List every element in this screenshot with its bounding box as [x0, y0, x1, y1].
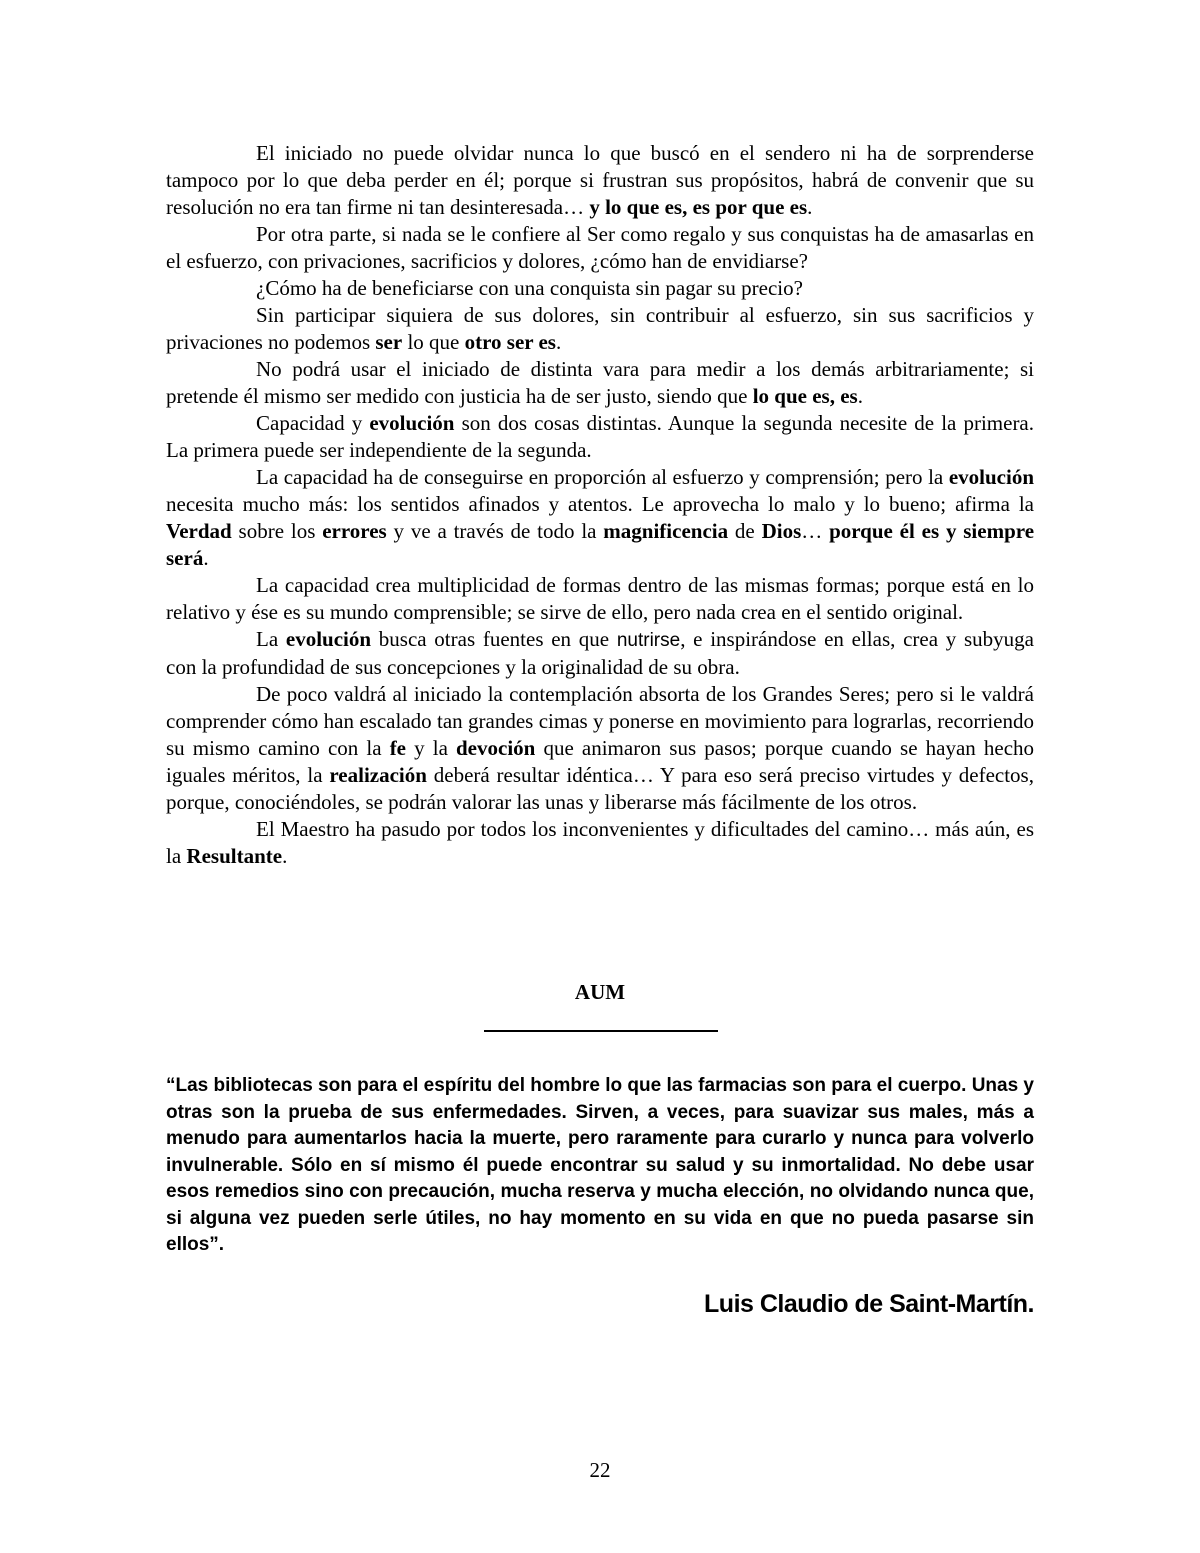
paragraph: [166, 140, 1034, 221]
text-run: que animaron sus pasos; porque cuando se hayan hecho iguales méritos, la: [166, 736, 1035, 787]
saint-martin-quote: “Las bibliotecas son para el espíritu del hombre lo que las farmacias son para el cuerpo. Unas y otras son la prueba de sus enfermedades. Sirven, a veces, para suavizar sus males, más a menudo para aumentarlos hacia la muerte, pero raramente para curarlo y nunca para volverlo invulnerable. Sólo en sí mismo él puede encontrar su salud y su inmortalidad. No debe usar esos remedios sino con precaución, mucha reserva y mucha elección, no olvidando nunca que, si alguna vez pueden serle útiles, no hay momento en su vida en que no pueda pasarse sin ellos”.: [166, 1075, 1034, 1255]
bold-phrase: evolución: [369, 411, 455, 435]
aum-heading: AUM: [574, 980, 626, 1004]
body-text: [166, 140, 1034, 870]
bold-phrase: devoción: [456, 736, 536, 760]
bold-phrase: magnificencia: [603, 519, 729, 543]
text-run: y ve a través de todo la: [386, 519, 604, 543]
text-run: ¿Cómo ha de beneficiarse con una conquista sin pagar su precio?: [256, 276, 803, 300]
text-run: La capacidad ha de conseguirse en proporción al esfuerzo y comprensión; pero la: [256, 465, 949, 489]
text-run: Sin participar siquiera de sus dolores, sin contribuir al esfuerzo, sin sus sacrificios y privaciones no podemos: [166, 303, 1034, 354]
page-number: 22: [589, 1458, 611, 1482]
paragraph: [166, 572, 1034, 626]
paragraph: [166, 221, 1034, 275]
paragraph: [166, 626, 1034, 681]
bold-phrase: realización: [329, 763, 427, 787]
bold-phrase: evolución: [948, 465, 1034, 489]
text-run: , e inspirándose en ellas, crea y subyuga con la profundidad de sus concepciones y la originalidad de su obra.: [166, 627, 1034, 679]
text-run: sobre los: [231, 519, 323, 543]
paragraph: [166, 275, 1034, 302]
bold-phrase: ser: [375, 330, 403, 354]
text-run: El iniciado no puede olvidar nunca lo que buscó en el sendero ni ha de sorprenderse tampoco por lo que deba perder en él; porque si frustran sus propósitos, habrá de convenir que su resolución no era tan firme ni tan desinteresada…: [166, 141, 1034, 219]
text-run: necesita mucho más: los sentidos afinados y atentos. Le aprovecha lo malo y lo bueno; afirma la: [166, 492, 1034, 516]
sans-word: nutrirse: [616, 630, 681, 651]
bold-phrase: Verdad: [166, 519, 232, 543]
paragraph: [166, 410, 1034, 464]
bold-phrase: errores: [322, 519, 387, 543]
text-run: de: [728, 519, 762, 543]
text-run: La capacidad crea multiplicidad de formas dentro de las mismas formas; porque está en lo relativo y ése es su mundo comprensible; se sirve de ello, pero nada crea en el sentido original.: [166, 573, 1034, 624]
separator-line: [484, 1030, 718, 1032]
text-run: De poco valdrá al iniciado la contemplación absorta de los Grandes Seres; pero si le valdrá comprender cómo han escalado tan grandes cimas y ponerse en movimiento para lograrlas, recorriendo su mismo camino con la: [166, 682, 1034, 760]
paragraph: [166, 681, 1034, 816]
text-run: El Maestro ha pasudo por todos los inconvenientes y dificultades del camino… más aún, es la: [166, 817, 1034, 868]
text-run: Capacidad y: [256, 411, 370, 435]
paragraph: [166, 816, 1034, 870]
text-run: .: [857, 384, 863, 408]
text-run: …: [801, 519, 830, 543]
text-run: busca otras fuentes en que: [371, 627, 617, 651]
text-run: .: [555, 330, 562, 354]
text-run: La: [256, 627, 286, 651]
text-run: deberá resultar idéntica… Y para eso será preciso virtudes y defectos, porque, conociéndoles, se podrán valorar las unas y liberarse más fácilmente de los otros.: [166, 763, 1034, 814]
paragraph: [166, 464, 1034, 572]
text-run: No podrá usar el iniciado de distinta vara para medir a los demás arbitrariamente; si pretende él mismo ser medido con justicia ha de ser justo, siendo que: [166, 357, 1034, 408]
text-run: .: [807, 195, 813, 219]
text-run: Por otra parte, si nada se le confiere al Ser como regalo y sus conquistas ha de amasarlas en el esfuerzo, con privaciones, sacrificios y dolores, ¿cómo han de envidiarse?: [166, 222, 1034, 273]
bold-phrase: otro ser es: [464, 330, 556, 354]
paragraph: [166, 302, 1034, 356]
bold-phrase: y lo que es, es por que es: [589, 195, 808, 219]
text-run: .: [203, 546, 209, 570]
bold-phrase: evolución: [285, 627, 372, 651]
bold-phrase: fe: [389, 736, 407, 760]
bold-phrase: porque él es y siempre será: [166, 519, 1035, 570]
quote-author: Luis Claudio de Saint-Martín.: [704, 1290, 1034, 1318]
text-run: .: [282, 844, 288, 868]
text-run: lo que: [402, 330, 465, 354]
bold-phrase: Resultante: [186, 844, 283, 868]
text-run: y la: [406, 736, 456, 760]
bold-phrase: lo que es, es: [752, 384, 858, 408]
paragraph: [166, 356, 1034, 410]
text-run: son dos cosas distintas. Aunque la segunda necesite de la primera. La primera puede ser independiente de la segunda.: [166, 411, 1035, 462]
bold-phrase: Dios: [761, 519, 802, 543]
